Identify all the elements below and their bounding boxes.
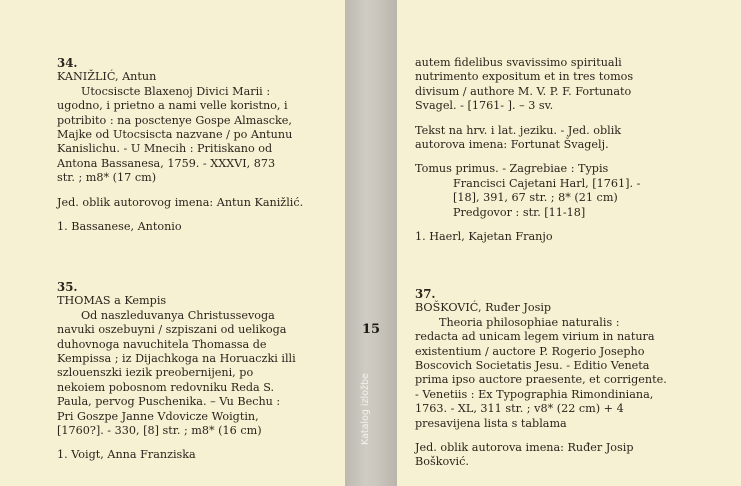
entry-body-line: Theoria philosophiae naturalis : bbox=[439, 315, 620, 329]
entry-body-line: nutrimento expositum et in tres tomos bbox=[415, 70, 634, 84]
entry-number: 35. bbox=[57, 280, 78, 294]
entry-note: Tekst na hrv. i lat. jeziku. - Jed. oblik bbox=[415, 123, 622, 137]
entry-number: 37. bbox=[415, 287, 436, 301]
entry-index: 1. Bassanese, Antonio bbox=[57, 220, 182, 234]
entry-body-line: existentium / auctore P. Rogerio Josepho bbox=[415, 344, 645, 358]
entry-body-line: Pri Goszpe Janne Vdovicze Woigtin, bbox=[57, 409, 259, 423]
entry-body-line: autem fidelibus svavissimo spirituali bbox=[415, 56, 622, 69]
entry-37 bbox=[415, 287, 667, 470]
entry-body-line: Svagel. - [1761- ]. – 3 sv. bbox=[415, 99, 554, 113]
volume-line: Predgovor : str. [11-18] bbox=[453, 205, 586, 219]
entry-index: 1. Voigt, Anna Franziska bbox=[57, 448, 196, 462]
entry-body-line: Kempissa ; iz Dijachkoga na Horuaczki illi bbox=[57, 352, 296, 366]
entry-body-line: ugodno, i prietno a nami velle koristno, i bbox=[57, 99, 288, 113]
entry-number: 34. bbox=[57, 56, 78, 70]
entry-note: autorova imena: Fortunat Švagelj. bbox=[415, 138, 609, 152]
entry-body-line: szlouenszki iezik preobernijeni, po bbox=[57, 366, 254, 380]
entry-body-line: navuki oszebuyni / szpiszani od uelikoga bbox=[57, 323, 287, 337]
entry-34 bbox=[57, 56, 303, 234]
center-gutter bbox=[345, 0, 397, 486]
entry-heading: KANIŽLIĆ, Antun bbox=[57, 70, 157, 84]
entry-note: Jed. oblik autorovog imena: Antun Kanižlić. bbox=[57, 195, 304, 209]
entry-body-line: divisum / authore M. V. P. F. Fortunato bbox=[415, 84, 632, 98]
entry-body-line: duhovnoga navuchitela Thomassa de bbox=[57, 337, 267, 351]
side-caption: Katalog izložbe bbox=[360, 373, 371, 445]
entry-body-line: str. ; m8* (17 cm) bbox=[57, 171, 157, 185]
entry-body-line: redacta ad unicam legem virium in natura bbox=[415, 330, 655, 344]
entry-body-line: Kanislichu. - U Mnecih : Pritiskano od bbox=[57, 142, 273, 156]
entry-note: Jed. oblik autorova imena: Ruđer Josip bbox=[415, 441, 634, 455]
entry-body-line: Antona Bassanesa, 1759. - XXXVI, 873 bbox=[57, 156, 276, 170]
entry-body-line: Majke od Utocsiscta nazvane / po Antunu bbox=[57, 128, 293, 142]
entry-body-line: Paula, pervog Puschenika. – Vu Bechu : bbox=[57, 395, 281, 409]
entry-body-line: [1760?]. - 330, [8] str. ; m8* (16 cm) bbox=[57, 424, 262, 438]
entry-body-line: - Venetiis : Ex Typographia Rimondiniana, bbox=[415, 387, 654, 401]
page-number: 15 bbox=[362, 322, 381, 337]
volume-line: [18], 391, 67 str. ; 8* (21 cm) bbox=[453, 191, 618, 205]
volume-line: Francisci Cajetani Harl, [1761]. - bbox=[453, 176, 641, 190]
entry-body-line: 1763. - XL, 311 str. ; v8* (22 cm) + 4 bbox=[415, 402, 624, 416]
entry-heading: THOMAS a Kempis bbox=[57, 294, 167, 308]
entry-body-line: Boscovich Societatis Jesu. - Editio Veneta bbox=[415, 359, 650, 373]
entry-heading: BOŠKOVIĆ, Ruđer Josip bbox=[415, 301, 552, 315]
entry-body-line: Od naszleduvanya Christussevoga bbox=[81, 308, 275, 322]
entry-body-line: nekoiem pobosnom redovniku Reda S. bbox=[57, 380, 275, 394]
entry-note: Bošković. bbox=[415, 455, 469, 469]
volume-line: Tomus primus. - Zagrebiae : Typis bbox=[415, 162, 609, 176]
entry-35 bbox=[57, 280, 296, 463]
entry-36-continued bbox=[415, 56, 640, 244]
entry-body-line: Utocsiscte Blaxenoj Divici Marii : bbox=[81, 84, 271, 98]
entry-body-line: potribito : na posctenye Gospe Almascke, bbox=[57, 113, 292, 127]
entry-body-line: prima ipso auctore praesente, et corrigente. bbox=[415, 373, 667, 387]
entry-index: 1. Haerl, Kajetan Franjo bbox=[415, 230, 553, 244]
entry-body-line: presavijena lista s tablama bbox=[415, 416, 567, 430]
